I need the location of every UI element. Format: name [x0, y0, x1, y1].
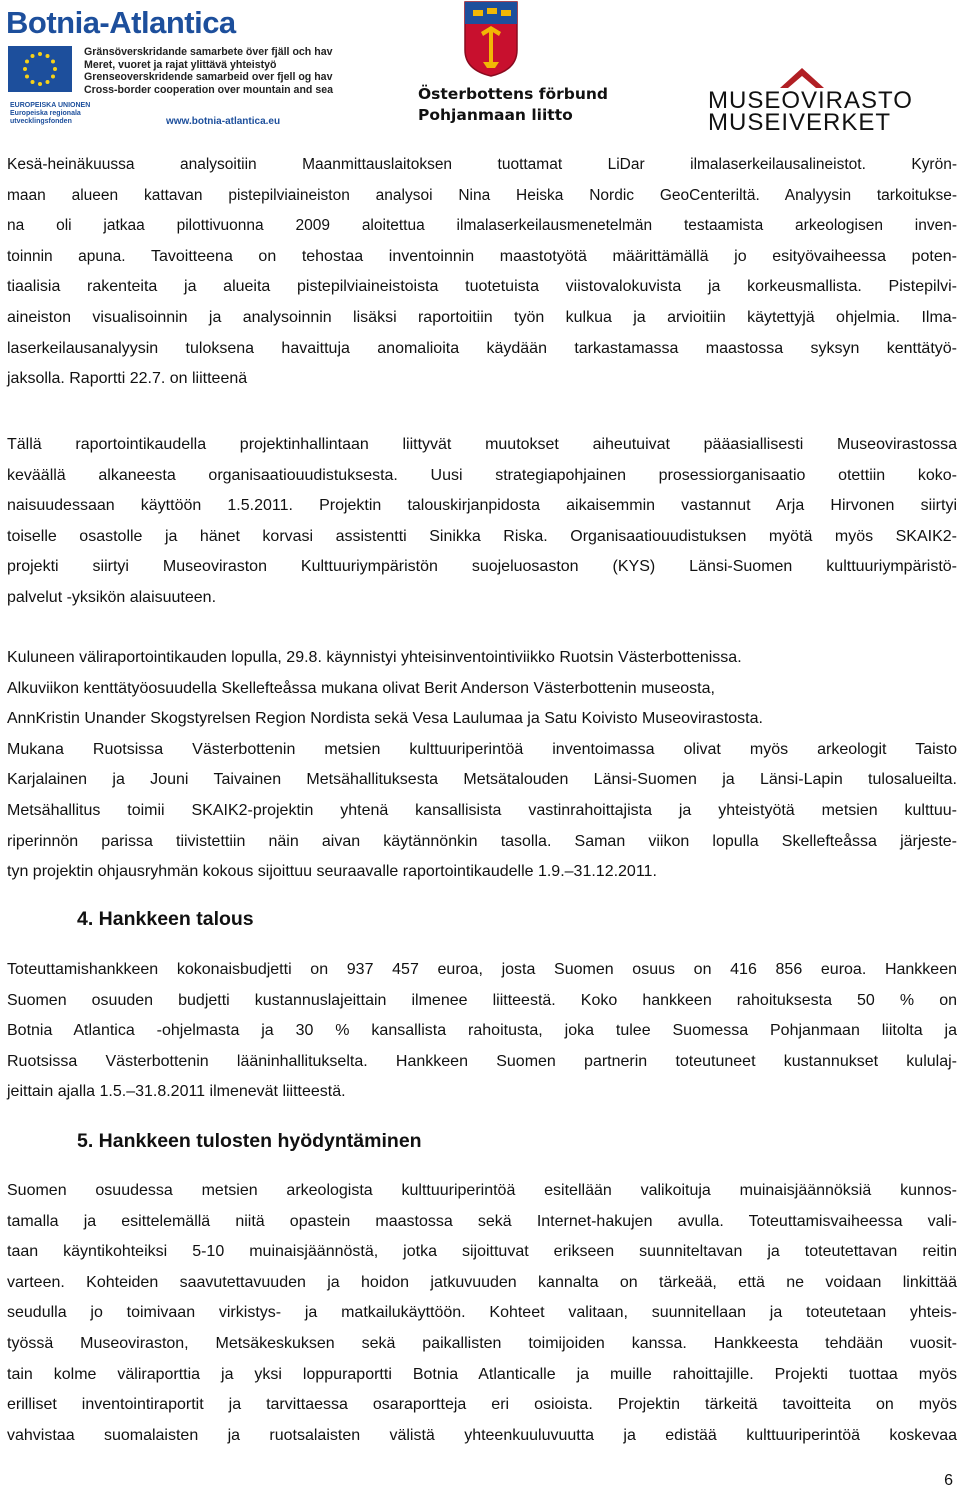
botnia-slogans [84, 46, 333, 96]
text-line: erilliset inventointiraportit ja tarvittaessa osaraportteja eri osioista. Projektin tärkeitä tavoitteita on myös [7, 1396, 957, 1414]
paragraph-lidar-cont [7, 272, 957, 394]
slogan-line: Gränsöverskridande samarbete över fjäll och hav [84, 46, 333, 58]
text-line: Karjalainen ja Jouni Taivainen Metsähallituksesta Metsätalouden Länsi-Suomen ja Länsi-Lapin tulosalueilta. [7, 771, 957, 789]
text-line: tain kolme väliraporttia ja yksi loppuraportti Botnia Atlanticalle ja muille rahoittajille. Projekti tuottaa myös [7, 1365, 957, 1383]
text-line-mixed [7, 242, 957, 273]
page-number: 6 [944, 1472, 953, 1489]
text-line: laserkeilausanalyysin tuloksena havaittuja anomalioita käydään tarkastamassa maastossa syksyn kenttätyö- [7, 339, 957, 357]
text-line: työssä Museoviraston, Metsäkeskuksen sekä paikallisten toimijoiden kanssa. Hankkeesta tehdään vuosit- [7, 1334, 957, 1352]
text-line: tamalla ja esittelemällä niitä opastein maastossa sekä Internet-hakujen avulla. Toteuttamisvaiheessa vali- [7, 1212, 957, 1230]
text-line: Botnia Atlantica -ohjelmasta ja 30 % kansallista rahoitusta, joka tulee Suomessa Pohjanmaan liitolta ja [7, 1022, 957, 1040]
text-line: Suomen osuuden budjetti kustannuslajeittain ilmenee liitteestä. Koko hankkeen rahoituksesta 50 % on [7, 991, 957, 1009]
text-line: Toteuttamishankkeen kokonaisbudjetti on 937 457 euroa, josta Suomen osuus on 416 856 euroa. Hankkeen [7, 961, 957, 978]
text-line: taan käyntikohteiksi 5-10 muinaisjäännöstä, jotka sijoittuvat erikseen suunniteltavan ja toteutettavan reitin [7, 1243, 957, 1261]
osterbottens-forbund-name [418, 84, 608, 126]
text-line: Kuluneen väliraportointikauden lopulla, 29.8. käynnistyi yhteisinventointiviikko Ruotsin Västerbottenissa. [7, 649, 742, 666]
text-line: Metsähallitus toimii SKAIK2-projektin yhtenä kansallisista vastinrahoittajista ja yhteistyötä metsien kulttuu- [7, 801, 957, 819]
text-line: palvelut -yksikön alaisuuteen. [7, 588, 217, 606]
text-line: tyn projektin ohjausryhmän kokous sijoittuu seuraavalle raportointikaudelle 1.9.–31.12.2011. [7, 863, 657, 881]
coat-of-arms-icon [463, 0, 519, 78]
fund-line: utvecklingsfonden [10, 118, 72, 125]
text-line: Ruotsissa Västerbottenin lääninhallitukselta. Hankkeen Suomen partnerin toteutuneet kustannukset kululaj- [7, 1052, 957, 1070]
paragraph-budget [7, 955, 957, 1108]
text-line: aineiston visualisoinnin ja analysoinnin lisäksi raportoitiin työn kulkua ja arvioitiin käytettyjä ohjelmia. Ilma- [7, 308, 957, 326]
botnia-url: www.botnia-atlantica.eu [166, 116, 281, 127]
slogan-line: Grenseoverskridende samarbeid over fjell og hav [84, 71, 333, 84]
text-line: keväällä alkaneesta organisaatiouudistuksesta. Uusi strategiapohjainen prosessiorganisaatio otettiin koko- [7, 466, 957, 484]
org-name-line: MUSEOVIRASTO [708, 87, 913, 114]
text-line: seudulla jo toimivaan virkistys- ja matkailukäyttöön. Kohteet valitaan, suunnitellaan ja toteutetaan yhteis- [7, 1304, 957, 1322]
text-span: Tavoitteena on tehostaa inventoinnin maastotyötä määrittämällä jo esityövaiheessa poten- [151, 247, 958, 265]
paragraph-joint-inventory [7, 643, 957, 888]
section-heading-utilisation: 5. Hankkeen tulosten hyödyntäminen [77, 1130, 422, 1152]
text-line: Suomen osuudessa metsien arkeologista kulttuuriperintöä esitellään valikoituja muinaisjäännöksiä kunnos- [7, 1182, 957, 1199]
org-name-line: Österbottens förbund [418, 85, 608, 103]
page-header [0, 0, 960, 150]
text-line: toiselle osastolle ja hänet korvasi assistentti Sinikka Riska. Organisaatiouudistuksen myötä myös SKAIK2- [7, 527, 957, 545]
museovirasto-logo [708, 64, 913, 136]
paragraph-lidar [7, 150, 957, 272]
text-span: toinnin apuna. [7, 247, 151, 265]
fund-line: Europeiska regionala [10, 110, 81, 117]
text-line: naisuudessaan käyttöön 1.5.2011. Projektin talouskirjanpidosta aikaisemmin vastannut Arja Hirvonen siirtyi [7, 497, 957, 515]
text-line: jeittain ajalla 1.5.–31.8.2011 ilmenevät liitteestä. [7, 1083, 346, 1101]
botnia-atlantica-logo [6, 5, 333, 134]
botnia-atlantica-title: Botnia-Atlantica [6, 5, 236, 40]
eu-flag-icon [8, 46, 72, 92]
text-line: Kesä-heinäkuussa analysoitiin Maanmittauslaitoksen tuottamat LiDar ilmalaserkeilausalineistot. Kyrön- [7, 156, 957, 173]
text-line: vahvistaa suomalaisten ja ruotsalaisten välistä yhteenkuuluvuutta ja edistää kulttuuriperintöä koskevaa [7, 1426, 957, 1444]
text-line: AnnKristin Unander Skogstyrelsen Region Nordista sekä Vesa Laulumaa ja Satu Koivisto Museovirastosta. [7, 710, 763, 728]
slogan-line: Meret, vuoret ja rajat ylittävä yhteistyö [84, 58, 277, 71]
org-name-line: Pohjanmaan liitto [418, 106, 573, 124]
eu-fund-label [10, 102, 90, 126]
text-line: Alkuviikon kenttätyöosuudella Skellefteåssa mukana olivat Berit Anderson Västerbottenin museosta, [7, 679, 715, 697]
org-name-line: MUSEIVERKET [708, 109, 892, 136]
museovirasto-name [708, 87, 913, 136]
text-line: Mukana Ruotsissa Västerbottenin metsien kulttuuriperintöä inventoimassa olivat myös arkeologit Taisto [7, 740, 957, 758]
text-line: na oli jatkaa pilottivuonna 2009 aloitettua ilmalaserkeilausmenetelmän testaamista arkeologisen inven- [7, 217, 957, 235]
text-line: tiaalisia rakenteita ja alueita pistepilviaineistoista tuotetuista viistovalokuvista ja korkeusmallista. Pistepilvi- [7, 278, 957, 296]
paragraph-utilisation [7, 1176, 957, 1451]
text-line: Tällä raportointikaudella projektinhallintaan liittyvät muutokset aiheutuivat pääasiallisesti Museovirastossa [7, 436, 957, 453]
paragraph-organisation [7, 430, 957, 614]
text-line: jaksolla. Raportti 22.7. on liitteenä [7, 370, 248, 388]
text-line: projekti siirtyi Museoviraston Kulttuuriympäristön suojeluosaston (KYS) Länsi-Suomen kulttuuriympäristö- [7, 558, 957, 576]
slogan-line: Cross-border cooperation over mountain and sea [84, 83, 333, 96]
fund-line: EUROPEISKA UNIONEN [10, 102, 91, 109]
text-line: varteen. Kohteiden saavutettavuuden ja hoidon jatkuvuuden kannalta on tärkeää, että ne voidaan linkittää [7, 1273, 957, 1291]
text-line: riperinnön parissa tiivistettiin näin aivan käytännönkin tasolla. Saman viikon lopulla Skellefteåssa järjeste- [7, 832, 957, 850]
text-line: maan alueen kattavan pistepilviaineiston analysoi Nina Heiska Nordic GeoCenteriltä. Analyysin tarkoitukse- [7, 186, 957, 204]
section-heading-budget: 4. Hankkeen talous [77, 908, 254, 930]
osterbottens-forbund-logo [418, 0, 608, 135]
